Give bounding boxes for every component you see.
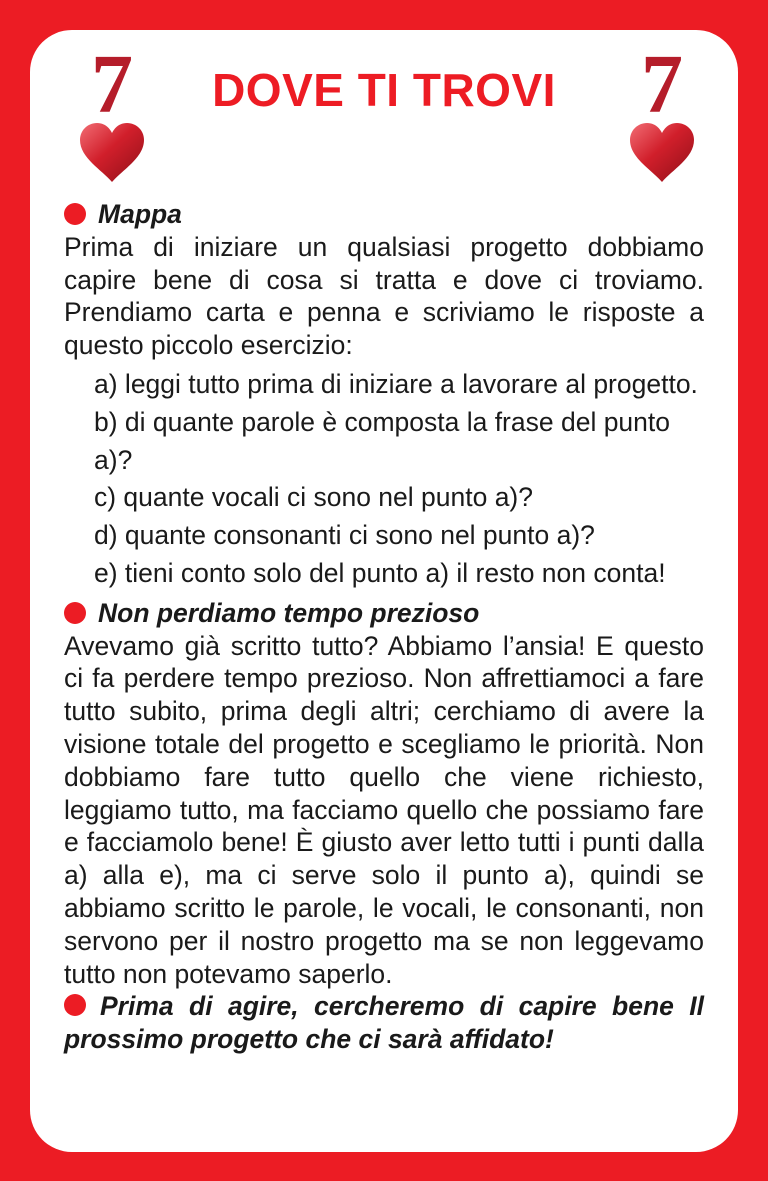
list-item: a) leggi tutto prima di iniziare a lavorare al progetto. — [94, 368, 698, 399]
corner-top-right — [622, 38, 702, 184]
card-rank-right: 7 — [641, 38, 683, 131]
section-body-tempo: Avevamo già scritto tutto? Abbiamo l’ansia! E questo ci fa perdere tempo prezioso. Non affrettiamoci a fare tutto subito, prima degli altri; cerchiamo di avere la visione totale del progetto e scegliamo le priorità. Non dobbiamo fare tutto quello che viene richiesto, leggiamo tutto, ma facciamo quello che possiamo fare e facciamolo bene! È giusto aver letto tutti i punti dalla a) alla e), ma ci serve solo il punto a), quindi se abbiamo scritto le parole, le vocali, le consonanti, non servono per il nostro progetto ma se non leggevamo tutto non potevamo saperlo. — [64, 630, 704, 989]
list-item: d) quante consonanti ci sono nel punto a)? — [94, 520, 595, 551]
list-item: c) quante vocali ci sono nel punto a)? — [94, 482, 533, 513]
card-rank-left: 7 — [91, 38, 133, 131]
section-body-mappa: Prima di iniziare un qualsiasi progetto dobbiamo capire bene di cosa si tratta e dove ci troviamo. Prendiamo carta e penna e scriviamo le risposte a questo piccolo esercizio: — [64, 231, 704, 361]
closing-text: Prima di agire, cercheremo di capire bene Il prossimo progetto che ci sarà affidato! — [64, 991, 704, 1055]
card-title: DOVE TI TROVI — [212, 64, 556, 116]
bullet-dot — [64, 203, 86, 225]
heart-icon — [628, 122, 696, 184]
bullet-dot — [64, 602, 86, 624]
section-heading-mappa — [64, 198, 704, 231]
list-item: b) di quante parole è composta la frase del punto a)? — [94, 406, 671, 475]
list-item: e) tieni conto solo del punto a) il resto non conta! — [94, 557, 666, 588]
corner-top-left — [72, 38, 152, 184]
section-heading-tempo — [64, 597, 704, 630]
exercise-list — [94, 366, 704, 593]
closing-statement — [64, 990, 704, 1056]
bullet-dot — [64, 994, 86, 1016]
section-heading-text: Mappa — [98, 199, 182, 229]
section-heading-text: Non perdiamo tempo prezioso — [98, 597, 480, 628]
heart-icon — [78, 122, 146, 184]
card-content — [64, 198, 704, 1056]
